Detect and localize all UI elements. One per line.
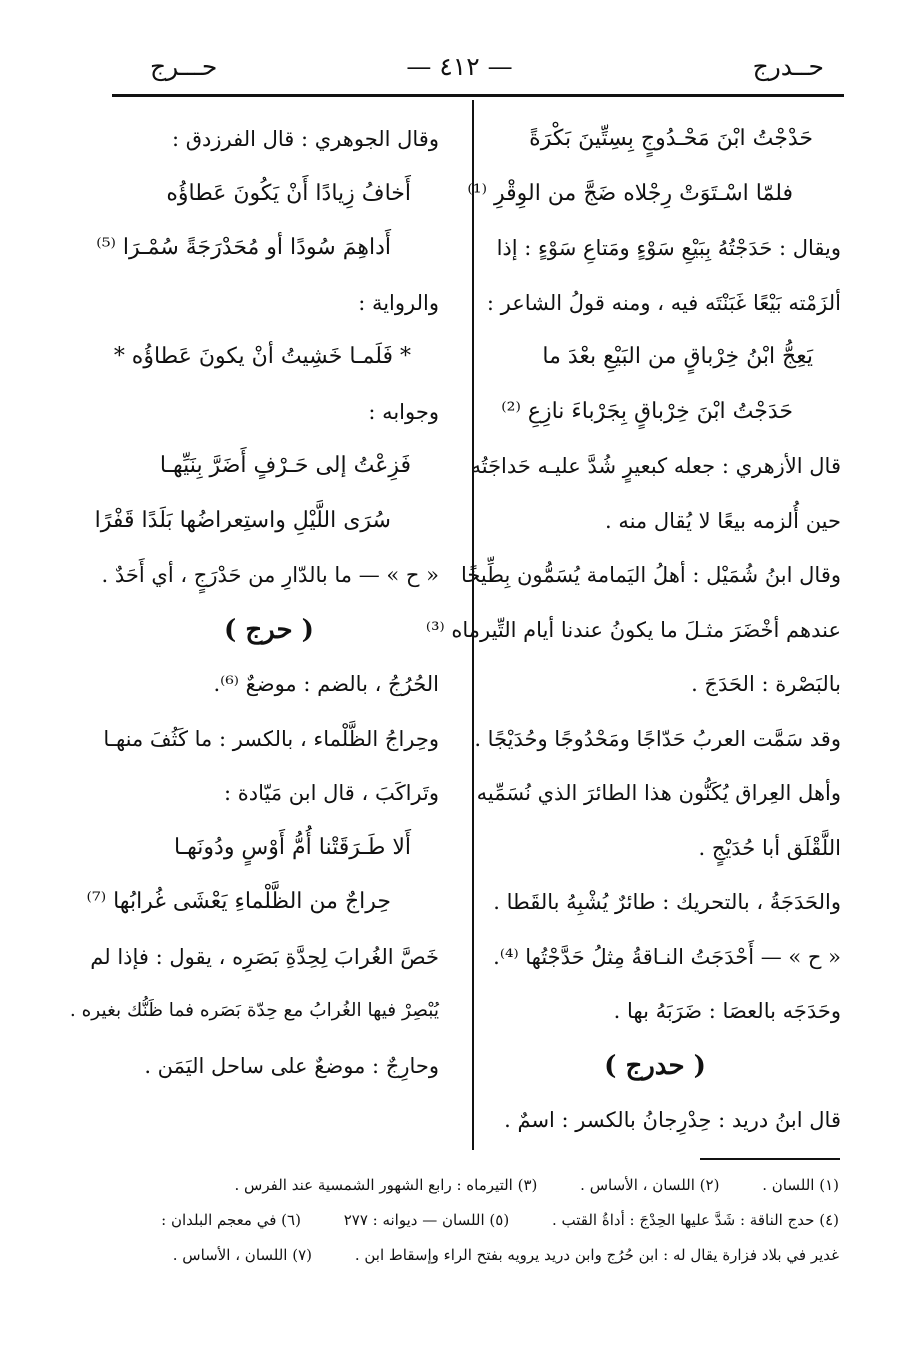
footnote: (٤) حدج الناقة : شَدَّ عليها الحِدْجَ : أداةُ القتب . [551,1211,839,1229]
text-line: يَعِجُّ ابْنُ خِرْباقٍ من البَيْعِ بعْدَ ما [542,344,813,369]
text-line: فلمّا اسْـتَوَتْ رِجْلاه ضَجَّ من الوِقْرِ ⁽¹⁾ [467,180,793,206]
footnote: (٦) في معجم البلدان : [161,1211,301,1229]
text-line: وجوابه : [368,399,439,424]
entry-heading: ( حدرج ) [604,1050,706,1081]
text-line: اللَّقْلَق أبا حُدَيْجٍ . [698,835,841,860]
footnote: (٣) التيرماه : رابع الشهور الشمسية عند الفرس . [234,1176,538,1194]
text-line: حَدَجْتُ ابْنَ خِرْباقٍ بِجَرْباءَ نازِعِ ⁽²⁾ [501,398,793,424]
text-line: * فَلَمـا خَشِيتُ أنْ يكونَ عَطاؤُه * [113,344,411,369]
entry-heading: ( حرج ) [224,614,314,645]
left-column [69,112,439,1093]
footnotes-row [79,1176,839,1194]
text-line: حَدْجْتُ ابْنَ مَحْـدُوجٍ بِسِتِّينَ بَكْرَةً [529,126,813,151]
text-line: سُرَى اللَّيْلِ واستِعراضُها بَلَدًا قَفْرًا [94,507,391,533]
text-line: « ح » — ما بالدّارِ من حَدْرَجٍ ، أي أَحَدٌ . [101,563,439,587]
text-line: وأهل العِراق يُكَنُّون هذا الطائرَ الذي نُسَمِّيه [476,781,841,805]
footnote: (٧) اللسان ، الأساس . [172,1246,313,1264]
header-rule [112,94,844,97]
text-line: « ح » — أَحْدَجَتُ النـاقةُ مِثلُ حَدَّجْتُها ⁽⁴⁾. [493,944,841,969]
text-line: وحِراجُ الظَّلْماء ، بالكسر : ما كَثُفَ منهـا [103,726,439,751]
text-line: الحُرُجُ ، بالضم : موضعٌ ⁽⁶⁾. [213,672,439,696]
text-line: عندهم أخْضَرَ مثـلَ ما يكونُ عندنا أيام التِّيرماه ⁽³⁾ [425,617,841,642]
footnote: (٢) اللسان ، الأساس . [580,1176,720,1194]
text-line: وقال الجوهري : قال الفرزدق : [171,127,439,151]
text-line: أَلا طَـرَقَتْنا أُمُّ أَوْسٍ ودُونَهـا [173,834,411,860]
text-line: وقال ابنُ شُمَيْل : أهلُ اليَمامة يُسَمُّون بِطِّيخًا [460,563,841,587]
text-line: قال الأزهري : جعله كبعيرٍ شُدَّ عليـه حَداجَتُه [470,454,841,478]
text-line: فَزِعْتُ إلى حَـرْفٍ أَضَرَّ بِنَيِّهـا [159,453,411,478]
page-number: — ٤١٢ — [406,52,513,81]
text-line: أَخافُ زِيادًا أَنْ يَكُونَ عَطاؤُه [166,180,411,206]
text-line: يُبْصِرْ فيها الغُرابُ مع حِدّة بَصَره فما ظَنُّك بغيره . [69,1000,439,1021]
footnote-rule [700,1158,840,1160]
text-line: والحَدَجَةُ ، بالتحريك : طائرٌ يُشْبِهُ بالقَطا . [493,890,841,914]
text-line: والرواية : [358,290,439,315]
text-line: حِراجٌ من الظَّلْماءِ يَعْشَى غُرابُها ⁽⁷⁾ [86,889,391,914]
right-column [425,112,841,1148]
footnotes-row [79,1211,839,1229]
text-line: وحارِجٌ : موضعٌ على ساحل اليَمَن . [144,1053,439,1078]
text-line: وحَدَجَه بالعصَا : ضَرَبَهُ بها . [613,999,841,1023]
text-line: أَداهِمَ سُودًا أو مُحَدْرَجَةً سُمْـرَا ⁽⁵⁾ [96,235,391,260]
footnote: (١) اللسان . [762,1176,839,1194]
text-line: ألزَمْته بَيْعًا غَبَنْتَه فيه ، ومنه قولُ الشاعر : [486,290,841,315]
text-line: وقد سَمَّت العربُ حَدّاجًا ومَحْدُوجًا وحُدَيْجًا . [474,726,841,751]
text-line: قال ابنُ دريد : حِدْرِجانُ بالكسر : اسمٌ . [504,1108,841,1132]
text-line: وتَراكَبَ ، قال ابن مَيّادة : [224,781,439,805]
header-entry-word-right: حــدرج [752,52,824,81]
text-line: حين أُلزمه بيعًا لا يُقال منه . [604,508,841,533]
header-entry-word-left: حـــرج [150,52,218,81]
footnote: غدير في بلاد فزارة يقال له : ابن حُرُج وابن دريد يرويه بفتح الراء وإسقاط ابن . [354,1246,839,1264]
text-line: بالبَصْرة : الحَدَجَ . [691,672,841,696]
text-line: ويقال : حَدَجْتُهُ بِبَيْعِ سَوْءٍ ومَتاعِ سَوْءٍ : إذا [496,236,841,260]
footnotes-row [79,1246,839,1264]
text-line: خَصَّ الغُرابَ لِحِدَّةِ بَصَرِه ، يقول : فإذا لم [90,944,439,969]
footnote: (٥) اللسان — ديوانه : ٢٧٧ [343,1211,510,1229]
